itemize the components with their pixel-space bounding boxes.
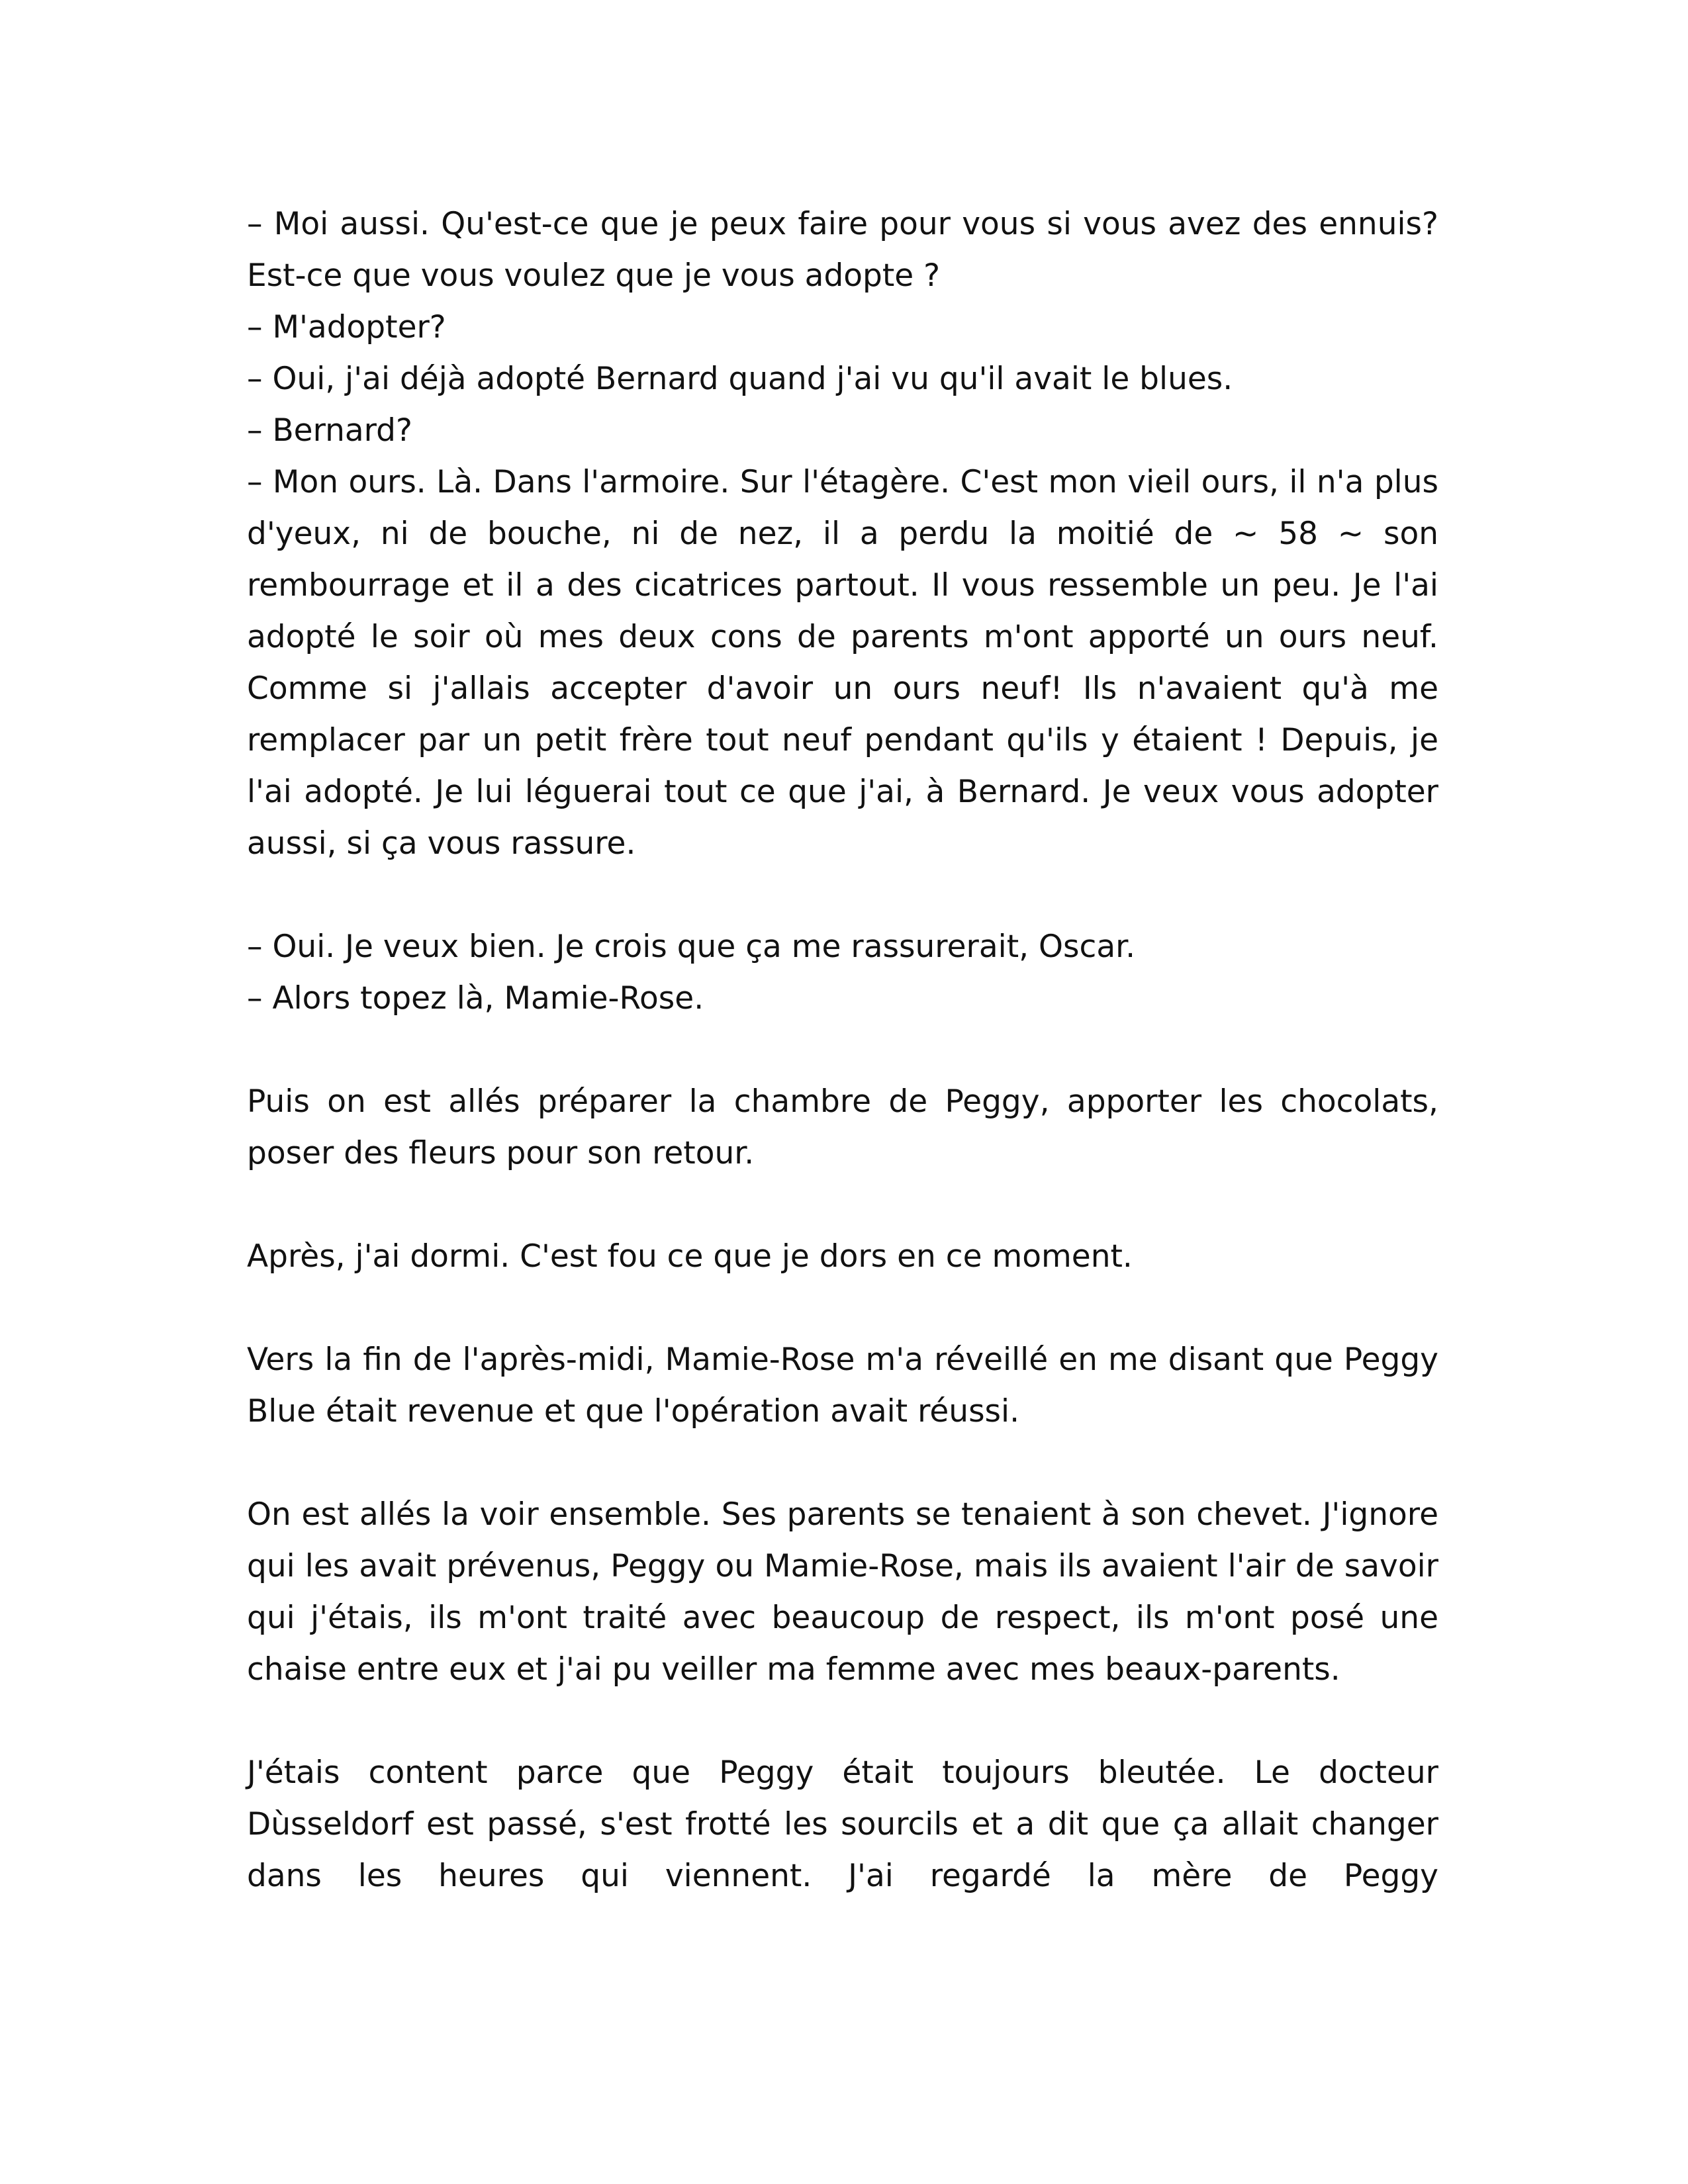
text-line: Puis on est allés préparer la chambre de Peggy, apporter les chocolats, poser des fleurs pour son retour. (247, 1083, 1438, 1171)
paragraph-preparation (247, 1076, 1438, 1179)
dialogue-line: – Oui, j'ai déjà adopté Bernard quand j'ai vu qu'il avait le blues. (247, 361, 1233, 397)
paragraph-wake-up (247, 1334, 1438, 1437)
dialogue-line: – Oui. Je veux bien. Je crois que ça me rassurerait, Oscar. (247, 929, 1136, 965)
body-text (247, 199, 1438, 1902)
text-line: On est allés la voir ensemble. Ses parents se tenaient à son chevet. J'ignore qui les avait prévenus, Peggy ou Mamie-Rose, mais ils avaient l'air de savoir qui j'étais, ils m'ont traité avec beaucoup de respect, ils m'ont posé une chaise entre eux et j'ai pu veiller ma femme avec mes beaux-parents. (247, 1496, 1438, 1688)
dialogue-line: – Bernard? (247, 412, 412, 449)
dialogue-line: – Mon ours. Là. Dans l'armoire. Sur l'étagère. C'est mon vieil ours, il n'a plus d'yeux, ni de bouche, ni de nez, il a perdu la moitié de ~ 58 ~ son rembourrage et il a des cicatrices partout. Il vous ressemble un peu. Je l'ai adopté le soir où mes deux cons de parents m'ont apporté un ours neuf. Comme si j'allais accepter d'avoir un ours neuf! Ils n'avaient qu'à me remplacer par un petit frère tout neuf pendant qu'ils y étaient ! Depuis, je l'ai adopté. Je lui léguerai tout ce que j'ai, à Bernard. Je veux vous adopter aussi, si ça vous rassure. (247, 464, 1438, 862)
text-line: Après, j'ai dormi. C'est fou ce que je dors en ce moment. (247, 1238, 1133, 1275)
dialogue-line: – Moi aussi. Qu'est-ce que je peux faire pour vous si vous avez des ennuis? Est-ce que vous voulez que je vous adopte ? (247, 206, 1438, 294)
dialogue-line: – Alors topez là, Mamie-Rose. (247, 980, 704, 1017)
paragraph-dialogue-agreement (247, 921, 1438, 1024)
text-line: Vers la fin de l'après-midi, Mamie-Rose m'a réveillé en me disant que Peggy Blue était revenue et que l'opération avait réussi. (247, 1342, 1438, 1430)
paragraph-visit (247, 1489, 1438, 1696)
text-line: J'étais content parce que Peggy était toujours bleutée. Le docteur Dùsseldorf est passé, s'est frotté les sourcils et a dit que ça allait changer dans les heures qui viennent. J'ai regardé la mère de Peggy (247, 1754, 1438, 1894)
dialogue-line: – M'adopter? (247, 309, 446, 345)
paragraph-dialogue-adoption (247, 199, 1438, 870)
paragraph-doctor (247, 1747, 1438, 1902)
paragraph-sleep (247, 1231, 1438, 1283)
